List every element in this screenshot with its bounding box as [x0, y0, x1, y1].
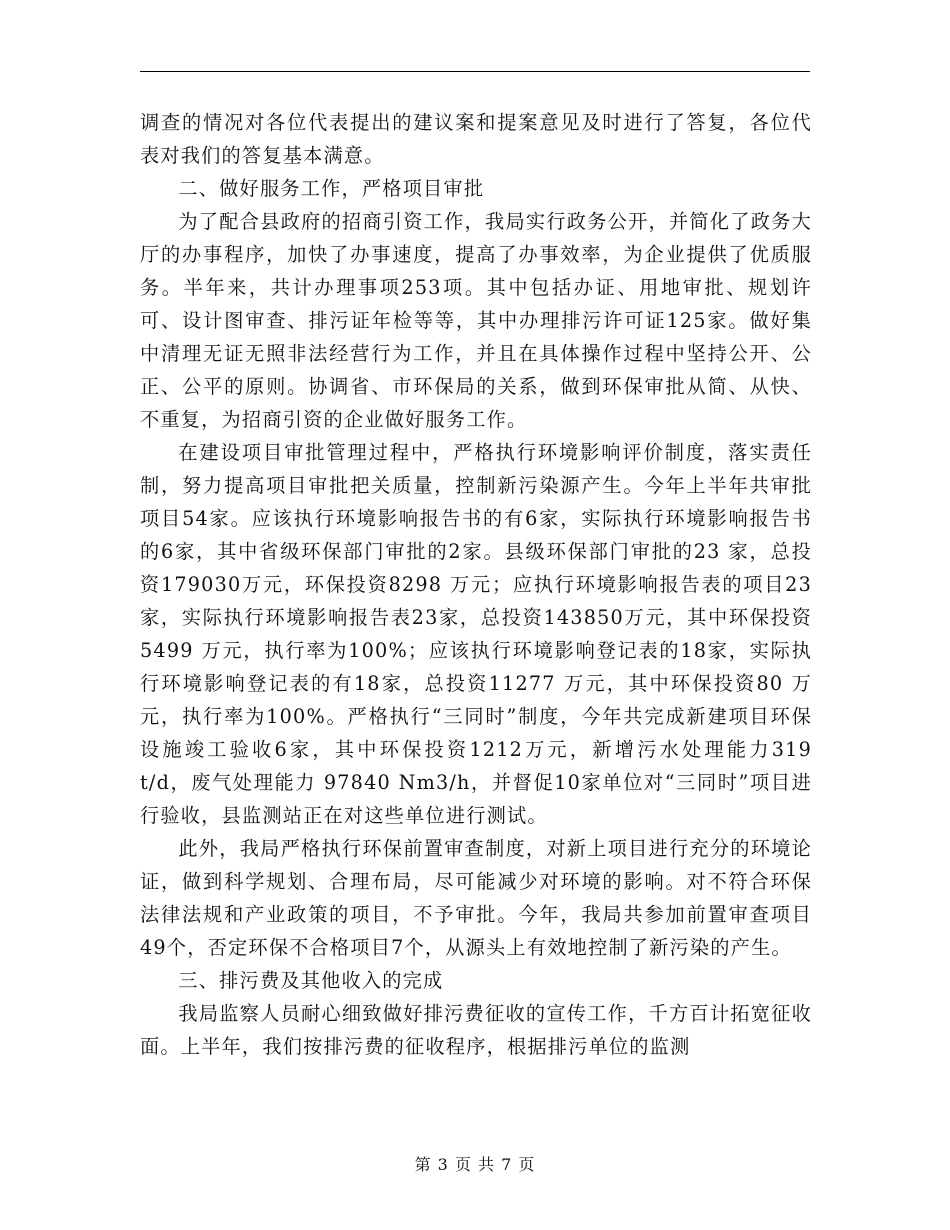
paragraph-fees: 我局监察人员耐心细致做好排污费征收的宣传工作，千方百计拓宽征收面。上半年，我们按排污费的征收程序，根据排污单位的监测 — [140, 1002, 812, 1058]
section-heading-service-approval: 二、做好服务工作，严格项目审批 — [178, 177, 485, 200]
paragraph-service: 为了配合县政府的招商引资工作，我局实行政务公开，并简化了政务大厅的办事程序，加快了办事速度，提高了办事效率，为企业提供了优质服务。半年来，共计办理事项253项。其中包括办证、用地审批、规划许可、设计图审查、排污证年检等等，其中办理排污许可证125家。做好集中清理无证无照非法经营行为工作，并且在具体操作过程中坚持公开、公正、公平的原则。协调省、市环保局的关系，做到环保审批从简、从快、不重复，为招商引资的企业做好服务工作。 — [140, 210, 812, 431]
header-rule — [140, 71, 810, 72]
section-heading-fees: 三、排污费及其他收入的完成 — [178, 969, 444, 992]
paragraph-pre-review: 此外，我局严格执行环保前置审查制度，对新上项目进行充分的环境论证，做到科学规划、合理布局，尽可能减少对环境的影响。对不符合环保法律法规和产业政策的项目，不予审批。今年，我局共参加前置审查项目49个，否定环保不合格项目7个，从源头上有效地控制了新污染的产生。 — [140, 837, 812, 959]
paragraph-continuation: 调查的情况对各位代表提出的建议案和提案意见及时进行了答复，各位代表对我们的答复基本满意。 — [140, 111, 812, 167]
page-number-label: 第 3 页 共 7 页 — [414, 1155, 536, 1174]
document-body — [140, 106, 812, 1063]
paragraph-project-approval: 在建设项目审批管理过程中，严格执行环境影响评价制度，落实责任制，努力提高项目审批把关质量，控制新污染源产生。今年上半年共审批项目54家。应该执行环境影响报告书的有6家，实际执行环境影响报告书的6家，其中省级环保部门审批的2家。县级环保部门审批的23 家，总投资179030万元，环保投资8298 万元；应执行环境影响报告表的项目23 家，实际执行环境影响报告表23家，总投资143850万元，其中环保投资 5499 万元，执行率为100%；应该执行环境影响登记表的18家，实际执行环境影响登记表的有18家，总投资11277 万元，其中环保投资80 万元，执行率为100%。严格执行“三同时”制度，今年共完成新建项目环保设施竣工验收6家，其中环保投资1212万元，新增污水处理能力319 t/d，废气处理能力 97840 Nm3/h，并督促10家单位对“三同时”项目进行验收，县监测站正在对这些单位进行测试。 — [140, 441, 812, 827]
page-footer — [0, 1152, 950, 1175]
